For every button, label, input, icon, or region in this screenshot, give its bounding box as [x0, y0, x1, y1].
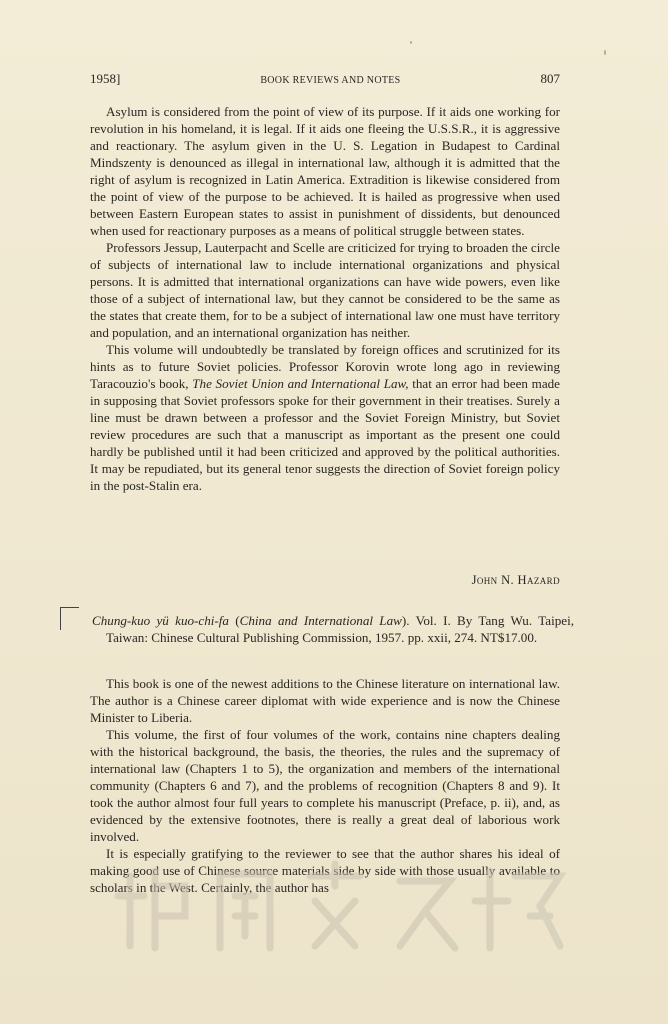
paragraph: This volume, the first of four volumes of the work, contains nine chapters dealing with the historical background, the basis, the theories, the rules and the supremacy of international law (Chapters 1 to 5), the organization and members of the international community (Chapters 6 and 7), and the problems of recognition (Chapters 8 and 9). It took the author almost four full years to complete his manuscript (Preface, p. ii), and, as evidenced by the extensive footnotes, there is really a great deal of laborious work involved.	[90, 727, 560, 844]
margin-bracket-mark	[60, 607, 79, 630]
page-number: 807	[540, 71, 560, 86]
paper-speck	[604, 50, 606, 55]
header-section-title: BOOK REVIEWS AND NOTES	[260, 75, 401, 86]
paper-speck	[410, 41, 412, 44]
reviewer-signature: John N. Hazard	[471, 573, 560, 587]
citation-subtitle: China and International Law	[239, 613, 402, 628]
citation-details: . Vol. I. By Tang Wu. Taipei, Taiwan: Chinese Cultural Publishing Commission, 1957. pp. xxii, 274. NT$17.00.	[106, 613, 574, 645]
paragraph: This book is one of the newest additions to the Chinese literature on international law. The author is a Chinese career diplomat with wide experience and is now the Chinese Minister to Liberia.	[90, 676, 560, 725]
paragraph: Professors Jessup, Lauterpacht and Scelle are criticized for trying to broaden the circle of subjects of international law to include international organizations and physical persons. It is admitted that international organizations can have wide powers, even like those of a subject of international law, but they cannot be considered to be the same as the states that create them, for to be a subject of international law one must have territory and population, and an international organization has neither.	[90, 240, 560, 340]
paragraph: Asylum is considered from the point of view of its purpose. If it aids one working for revolution in his homeland, it is legal. If it aids one fleeing the U.S.S.R., it is aggressive and reactionary. The asylum given in the U. S. Legation in Budapest to Cardinal Mindszenty is denounced as illegal in international law, although it is admitted that the right of asylum is recognized in Latin America. Extradition is likewise considered from the point of view of the purpose to be achieved. It is hailed as progressive when used between Eastern European states to assist in punishment of dissidents, but denounced when used for reactionary purposes as a means of political struggle between states.	[90, 104, 560, 238]
running-header	[90, 71, 560, 87]
header-year: 1958]	[90, 71, 121, 86]
paragraph: It is especially gratifying to the reviewer to see that the author shares his ideal of making good use of Chinese source materials side by side with those usually available to scholars in the West. Certainly, the author has	[90, 846, 560, 895]
paragraph-text: that an error had been made in supposing that Soviet professors spoke for their government in their treatises. Surely a line must be drawn between a professor and the Soviet Foreign Ministry, but Soviet review procedures are such that a manuscript as important as the present one could hardly be published until it had been criticized and approved by the political authorities. It may be repudiated, but its general tenor suggests the direction of Soviet foreign policy in the post-Stalin era.	[90, 376, 560, 493]
paragraph-text: This volume will undoubtedly be translated by foreign offices and scrutinized for its hints as to future Soviet policies. Professor Korovin wrote long ago in reviewing Taracouzio's book,	[90, 342, 560, 391]
review-1-body	[90, 103, 560, 494]
citation-title: Chung-kuo yü kuo-chi-fa	[92, 613, 229, 628]
paragraph	[90, 341, 560, 494]
book-citation: Chung-kuo yü kuo-chi-fa (China and International Law). Vol. I. By Tang Wu. Taipei, Taiwan: Chinese Cultural Publishing Commission, 1957. pp. xxii, 274. NT$17.00.	[92, 613, 574, 645]
cited-book-title: The Soviet Union and International Law,	[192, 376, 409, 391]
review-2-body	[90, 675, 560, 896]
